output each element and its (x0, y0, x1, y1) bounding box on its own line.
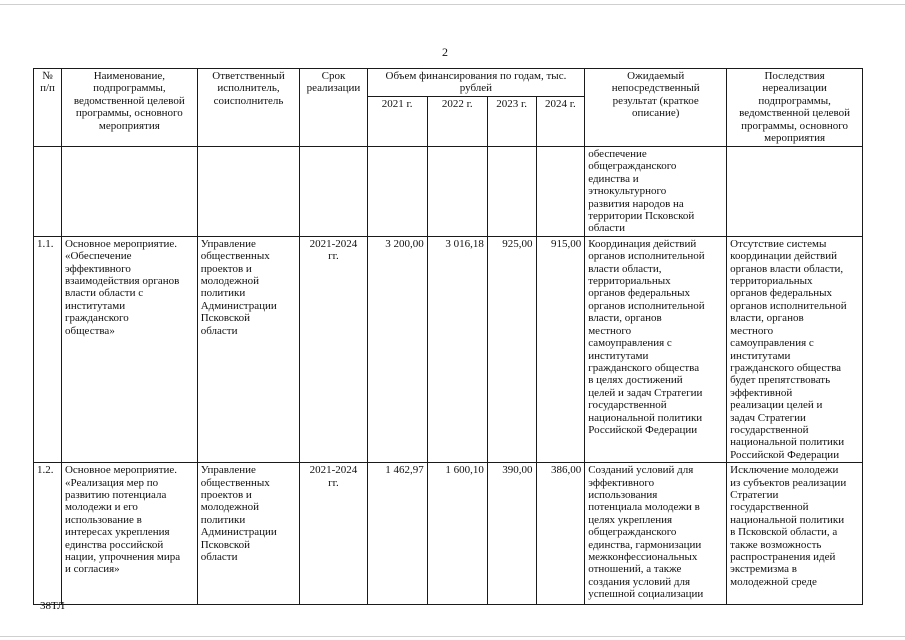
row-2021: 3 200,00 (367, 236, 427, 462)
row-2021: 1 462,97 (367, 463, 427, 605)
scan-edge-bottom (0, 636, 905, 637)
row-result: Созданий условий для эффективного использования потенциала молодежи в целях укрепления общегражданского единства, гармонизации межконфессиональных отношений, а также создания условий для успешной социализации (585, 463, 727, 605)
header-year-2021: 2021 г. (367, 97, 427, 147)
row-responsible (197, 147, 300, 237)
row-name: Основное мероприятие. «Реализация мер по развитию потенциала молодежи и его использование в интересах укрепления единства российской нации, упрочнения мира и согласия» (61, 463, 197, 605)
row-2022: 1 600,10 (427, 463, 487, 605)
table-row (34, 463, 863, 605)
header-year-2023: 2023 г. (487, 97, 536, 147)
row-consequences (727, 147, 863, 237)
header-consequences: Последствия нереализации подпрограммы, ведомственной целевой программы, основного мероприятия (727, 69, 863, 147)
row-num: 1.2. (34, 463, 62, 605)
header-responsible: Ответственный исполнитель, соисполнитель (197, 69, 300, 147)
row-2024: 386,00 (536, 463, 585, 605)
row-consequences: Исключение молодежи из субъектов реализации Стратегии государственной национальной политики в Псковской области, а также возможность распространения идей экстремизма в молодежной среде (727, 463, 863, 605)
row-term: 2021-2024 гг. (300, 463, 367, 605)
header-name: Наименование, подпрограммы, ведомственной целевой программы, основного мероприятия (61, 69, 197, 147)
document-stamp: 38ТЛ (40, 600, 65, 612)
row-2023 (487, 147, 536, 237)
header-result: Ожидаемый непосредственный результат (краткое описание) (585, 69, 727, 147)
row-2024 (536, 147, 585, 237)
row-responsible: Управление общественных проектов и молодежной политики Администрации Псковской области (197, 236, 300, 462)
row-2024: 915,00 (536, 236, 585, 462)
program-table (33, 68, 863, 605)
row-2023: 390,00 (487, 463, 536, 605)
row-term (300, 147, 367, 237)
header-num: № п/п (34, 69, 62, 147)
table-row (34, 147, 863, 237)
row-2023: 925,00 (487, 236, 536, 462)
row-name (61, 147, 197, 237)
row-num: 1.1. (34, 236, 62, 462)
header-funding: Объем финансирования по годам, тыс. рублей (367, 69, 585, 97)
row-2022: 3 016,18 (427, 236, 487, 462)
header-year-2022: 2022 г. (427, 97, 487, 147)
row-responsible: Управление общественных проектов и молодежной политики Администрации Псковской области (197, 463, 300, 605)
row-2021 (367, 147, 427, 237)
row-2022 (427, 147, 487, 237)
table-header-row (34, 69, 863, 97)
header-term: Срок реализации (300, 69, 367, 147)
row-consequences: Отсутствие системы координации действий органов власти области, территориальных органов федеральных органов исполнительной власти, органов местного самоуправления с институтами гражданского общества будет препятствовать эффективной реализации целей и задач Стратегии государственной национальной политики Российской Федерации (727, 236, 863, 462)
table-row (34, 236, 863, 462)
row-num (34, 147, 62, 237)
page-number: 2 (442, 45, 448, 59)
row-name: Основное мероприятие. «Обеспечение эффективного взаимодействия органов власти области с институтами гражданского общества» (61, 236, 197, 462)
row-term: 2021-2024 гг. (300, 236, 367, 462)
row-result: Координация действий органов исполнительной власти области, территориальных органов федеральных органов исполнительной власти, органов местного самоуправления с институтами гражданского общества в целях достижений целей и задач Стратегии государственной национальной политики Российской Федерации (585, 236, 727, 462)
scan-edge-top (0, 4, 905, 5)
header-year-2024: 2024 г. (536, 97, 585, 147)
row-result: обеспечение общегражданского единства и этнокультурного развития народов на территории Псковской области (585, 147, 727, 237)
